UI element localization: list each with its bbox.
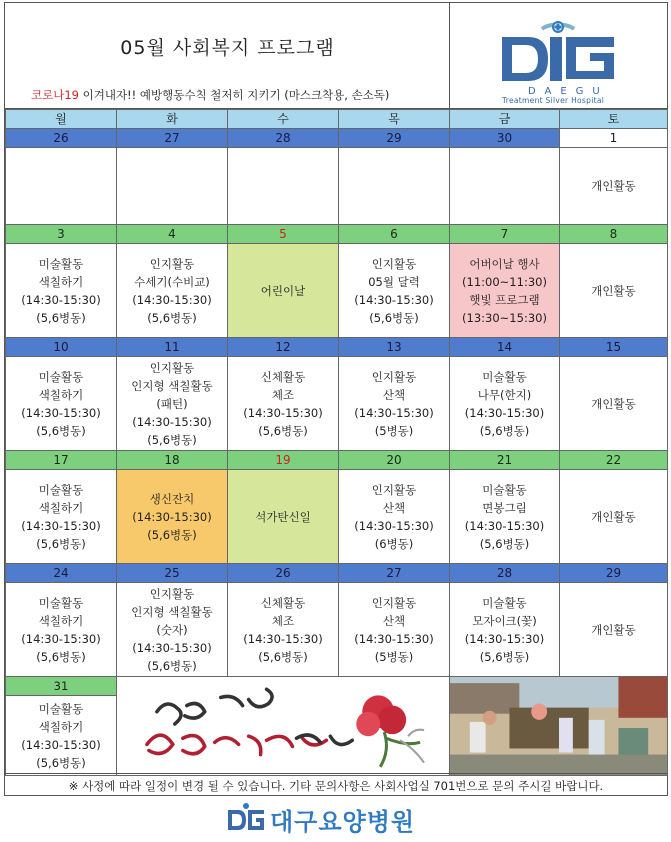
date-cell: 17 (6, 451, 117, 470)
date-cell: 30 (450, 129, 560, 148)
date-row (6, 677, 668, 696)
activity-cell: 인지활동 인지형 색칠활동 (패턴) (14:30-15:30) (5,6병동) (117, 357, 228, 451)
date-row (6, 338, 668, 357)
garden-party-photo-icon (450, 677, 667, 775)
activity-cell: 인지활동 산책 (14:30-15:30) (5병동) (339, 583, 450, 677)
weekday-thu: 목 (339, 110, 450, 129)
date-cell: 29 (560, 564, 668, 583)
activity-cell: 미술활동 색칠하기 (14:30-15:30) (5,6병동) (6, 244, 117, 338)
weekday-mon: 월 (6, 110, 117, 129)
date-cell: 31 (6, 677, 117, 696)
date-cell: 5 (228, 225, 339, 244)
date-cell: 27 (117, 129, 228, 148)
activity-cell: 미술활동 색칠하기 (14:30-15:30) (5,6병동) (6, 583, 117, 677)
schedule-sheet (4, 2, 668, 796)
activity-cell: 미술활동 색칠하기 (14:30-15:30) (5,6병동) (6, 696, 117, 776)
activity-cell: 인지활동 산책 (14:30-15:30) (6병동) (339, 470, 450, 564)
date-cell: 6 (339, 225, 450, 244)
activity-cell: 개인활동 (560, 470, 668, 564)
carnation-illustration (117, 677, 450, 776)
activity-cell: 인지활동 수세기(수비교) (14:30-15:30) (5,6병동) (117, 244, 228, 338)
date-cell: 4 (117, 225, 228, 244)
activity-cell: 개인활동 (560, 148, 668, 225)
logo-subtitle: Treatment Silver Hospital (502, 96, 605, 105)
notice-red: 코로나19 (31, 88, 79, 102)
activity-cell: 신체활동 체조 (14:30-15:30) (5,6병동) (228, 583, 339, 677)
dg-small-logo-icon (226, 802, 266, 834)
weekday-sat: 토 (560, 110, 668, 129)
date-cell: 7 (450, 225, 560, 244)
hospital-logo (450, 3, 667, 109)
date-row (6, 451, 668, 470)
covid-notice (31, 87, 389, 103)
date-cell: 26 (6, 129, 117, 148)
bottom-logo-text: 대구요양병원 (270, 808, 416, 836)
weekday-header-row (6, 110, 668, 129)
date-cell: 10 (6, 338, 117, 357)
date-cell: 13 (339, 338, 450, 357)
date-cell: 27 (339, 564, 450, 583)
activity-cell (117, 148, 228, 225)
date-cell: 14 (450, 338, 560, 357)
activity-cell: 미술활동 색칠하기 (14:30-15:30) (5,6병동) (6, 357, 117, 451)
weekday-wed: 수 (228, 110, 339, 129)
activity-cell: 인지활동 05월 달력 (14:30-15:30) (5,6병동) (339, 244, 450, 338)
activity-cell: 인지활동 산책 (14:30-15:30) (5병동) (339, 357, 450, 451)
date-cell: 28 (450, 564, 560, 583)
activity-cell: 미술활동 면봉그림 (14:30-15:30) (5,6병동) (450, 470, 560, 564)
activity-cell: 개인활동 (560, 244, 668, 338)
activity-row (6, 470, 668, 564)
bottom-logo (226, 800, 456, 834)
activity-cell (6, 148, 117, 225)
event-cell: 생신잔치 (14:30-15:30) (5,6병동) (117, 470, 228, 564)
activity-cell: 인지활동 인지형 색칠활동 (숫자) (14:30-15:30) (5,6병동) (117, 583, 228, 677)
activity-cell: 개인활동 (560, 583, 668, 677)
logo-word: DAEGU (528, 86, 609, 97)
date-row (6, 129, 668, 148)
date-cell: 28 (228, 129, 339, 148)
date-cell: 19 (228, 451, 339, 470)
activity-cell: 개인활동 (560, 357, 668, 451)
date-cell: 15 (560, 338, 668, 357)
date-cell: 22 (560, 451, 668, 470)
date-cell: 29 (339, 129, 450, 148)
date-row (6, 564, 668, 583)
weekday-tue: 화 (117, 110, 228, 129)
footer-notice: ※ 사정에 따라 일정이 변경 될 수 있습니다. 기타 문의사항은 사회사업실 701번으로 문의 주시길 바랍니다. (5, 773, 667, 798)
activity-cell (228, 148, 339, 225)
activity-cell: 신체활동 체조 (14:30-15:30) (5,6병동) (228, 357, 339, 451)
date-cell: 26 (228, 564, 339, 583)
activity-row (6, 244, 668, 338)
notice-text: 이겨내자!! 예방행동수칙 철저히 지키기 (마스크착용, 손소독) (78, 88, 390, 102)
date-row (6, 225, 668, 244)
date-cell: 20 (339, 451, 450, 470)
date-cell: 1 (560, 129, 668, 148)
activity-cell: 미술활동 모자이크(꽃) (14:30-15:30) (5,6병동) (450, 583, 560, 677)
activity-row (6, 583, 668, 677)
activity-cell (339, 148, 450, 225)
date-cell: 11 (117, 338, 228, 357)
date-cell: 21 (450, 451, 560, 470)
date-cell: 12 (228, 338, 339, 357)
calendar-table (5, 109, 668, 776)
date-cell: 3 (6, 225, 117, 244)
date-cell: 25 (117, 564, 228, 583)
page-title: 05월 사회복지 프로그램 (120, 37, 335, 59)
holiday-cell: 석가탄신일 (228, 470, 339, 564)
event-cell: 어버이날 행사 (11:00~11:30) 햇빛 프로그램 (13:30~15:30) (450, 244, 560, 338)
date-cell: 24 (6, 564, 117, 583)
activity-cell: 미술활동 나무(한지) (14:30-15:30) (5,6병동) (450, 357, 560, 451)
activity-cell: 미술활동 색칠하기 (14:30-15:30) (5,6병동) (6, 470, 117, 564)
weekday-fri: 금 (450, 110, 560, 129)
date-cell: 18 (117, 451, 228, 470)
date-cell: 8 (560, 225, 668, 244)
activity-cell (450, 148, 560, 225)
event-photo (450, 677, 668, 776)
carnation-calligraphy-icon (117, 677, 449, 775)
holiday-cell: 어린이날 (228, 244, 339, 338)
activity-row (6, 148, 668, 225)
dg-logo-icon (498, 19, 618, 85)
header-box (5, 3, 450, 109)
activity-row (6, 357, 668, 451)
